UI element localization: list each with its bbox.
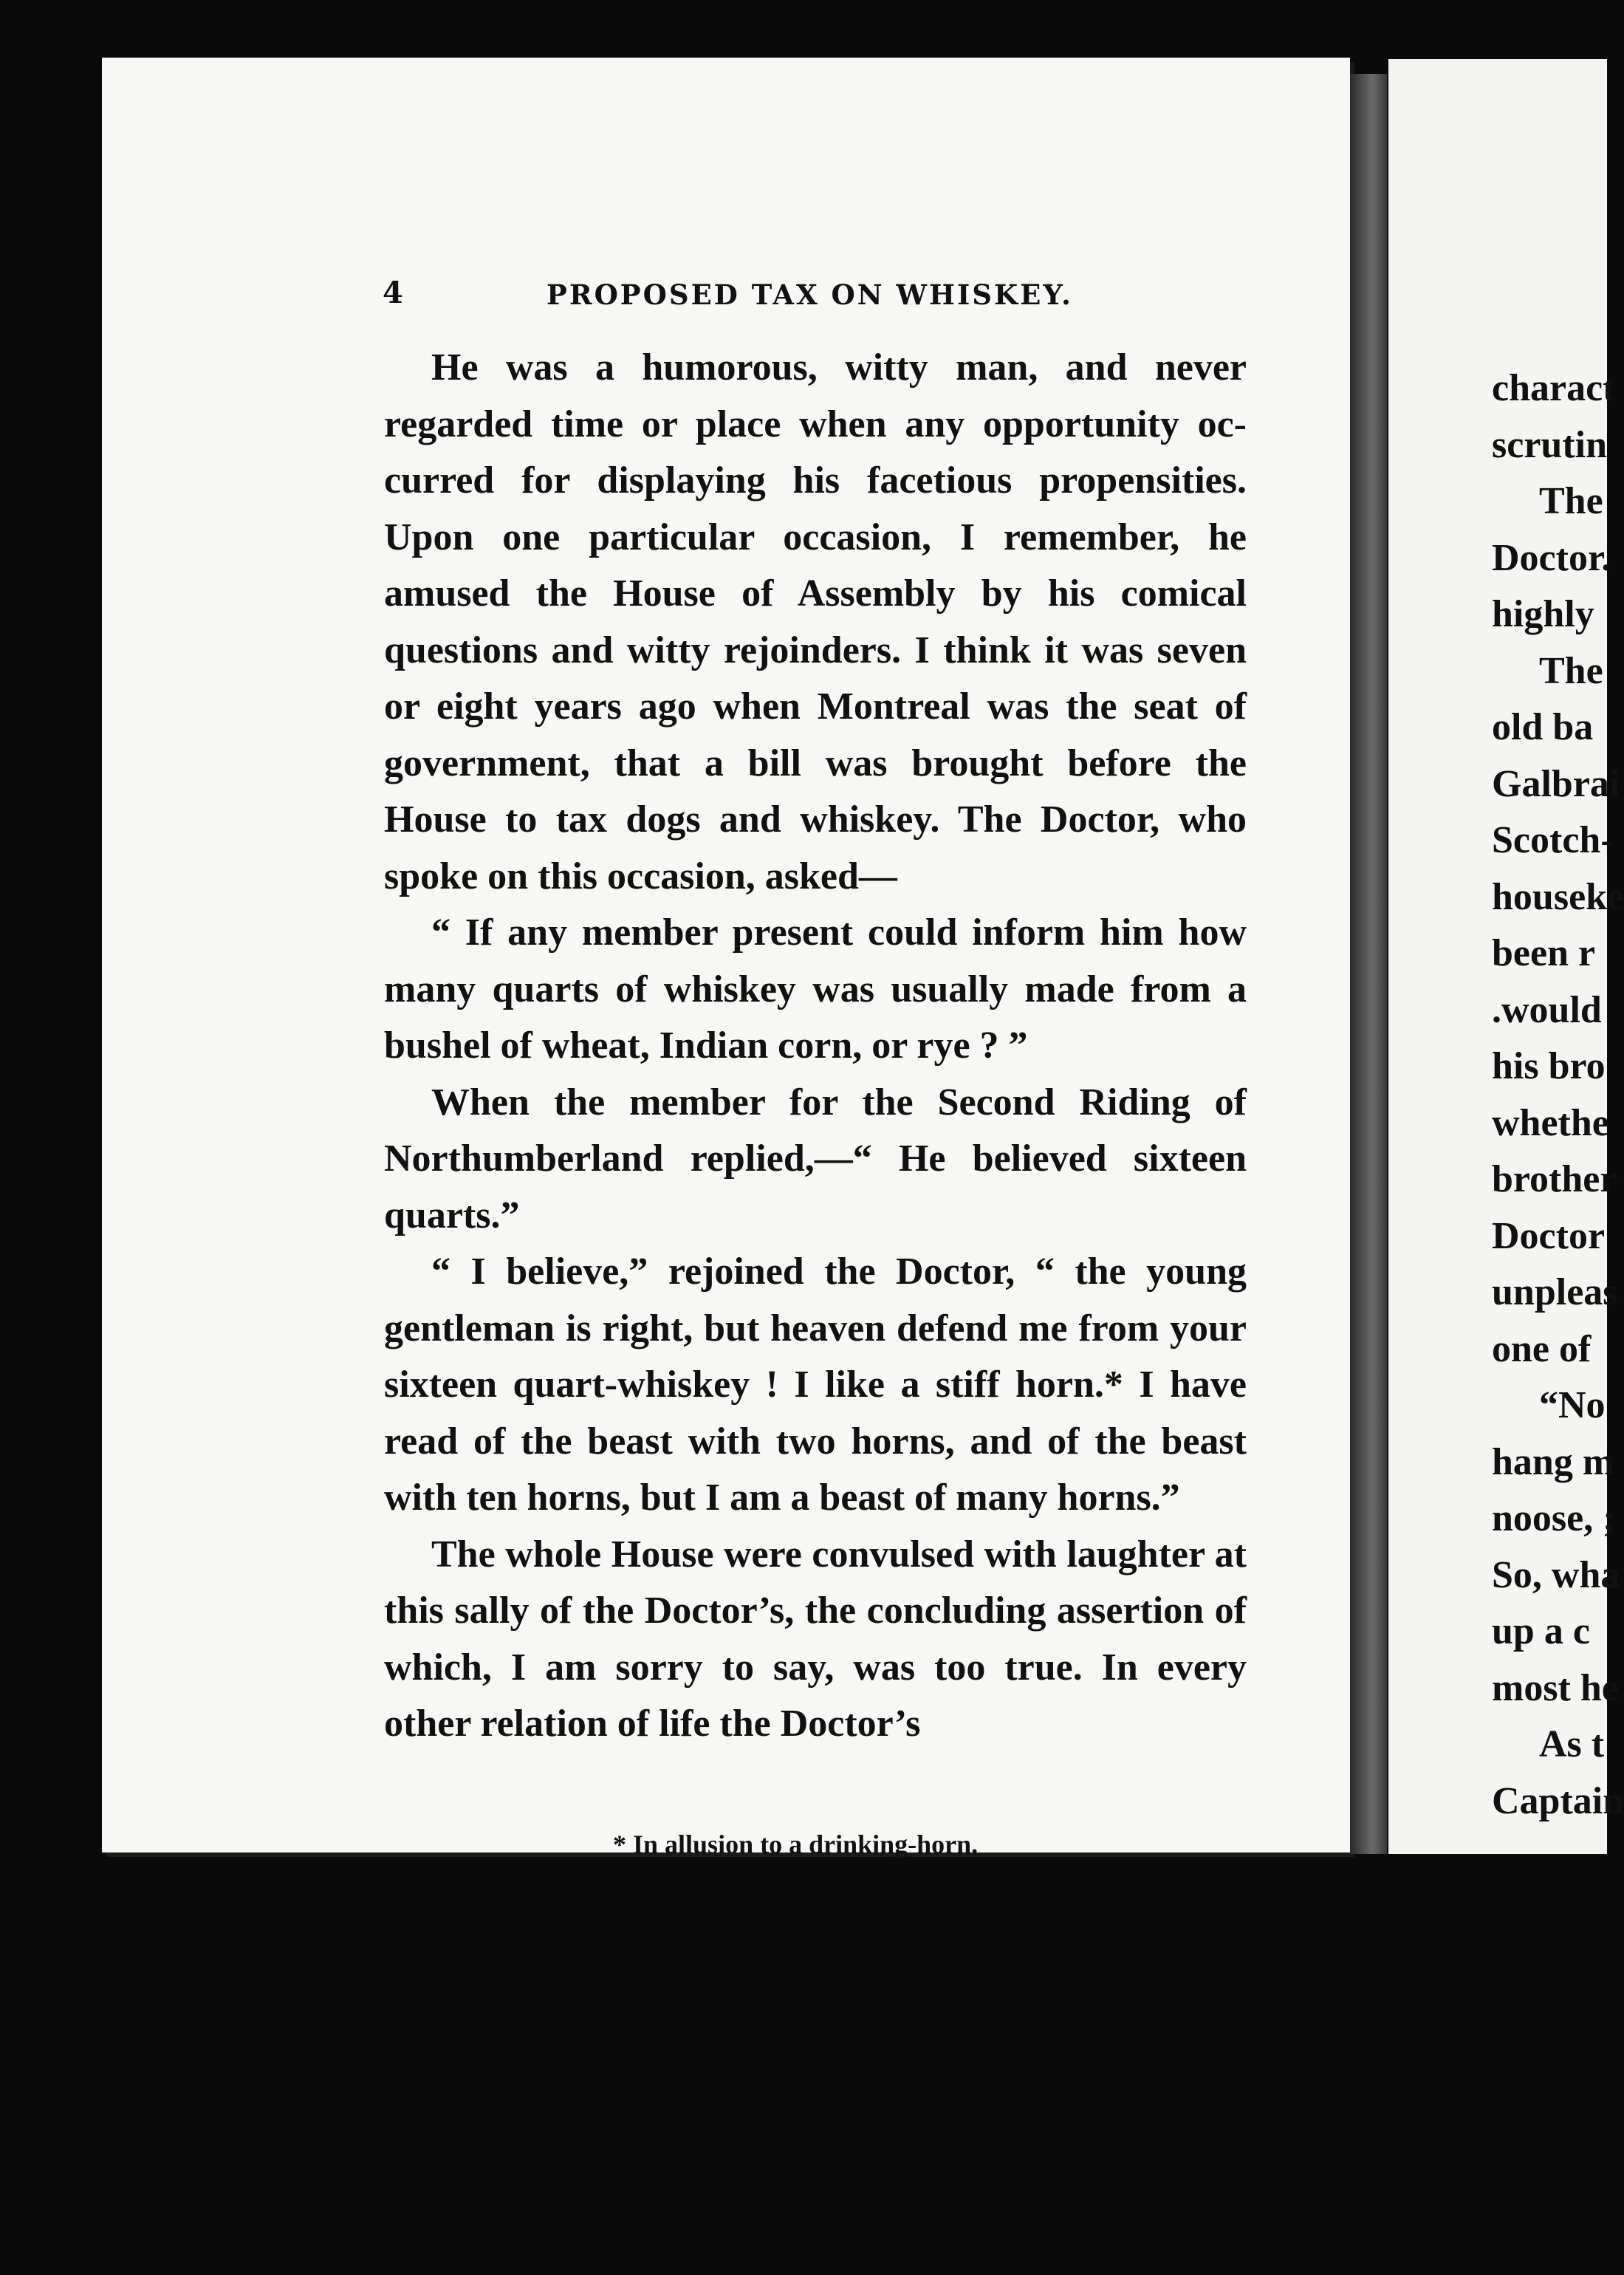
facing-line: houseke: [1492, 875, 1624, 918]
paragraph-3: When the member for the Second Riding of Northumberland replied,—“ He believed sixteen quarts.”: [384, 1081, 1247, 1236]
facing-line: The: [1539, 649, 1603, 692]
page-number: 4: [383, 276, 403, 310]
facing-line: old ba: [1492, 706, 1594, 748]
book-gutter: [1350, 74, 1387, 1854]
paragraph-1: He was a humorous, witty man, and never regarded time or place when any opportunity oc-curred for displaying his facetious propensities. Upon one particular occasion, I remember, he amused the House of Assembly by his comical questions and witty rejoinders. I think it was seven or eight years ago when Montreal was the seat of government, that a bill was brought before the House to tax dogs and whiskey. The Doctor, who spoke on this occasion, asked—: [384, 346, 1247, 897]
running-title: PROPOSED TAX ON WHISKEY.: [547, 278, 1073, 311]
facing-line: most he: [1492, 1666, 1619, 1709]
paragraph-4: “ I believe,” rejoined the Doctor, “ the young gentleman is right, but heaven defend me from your sixteen quart-whiskey ! I like a stiff horn.* I have read of the beast with two horns, and of the beast with ten horns, but I am a beast of many horns.”: [384, 1251, 1247, 1519]
facing-line: one of: [1492, 1327, 1592, 1370]
facing-line: The: [1539, 480, 1603, 522]
paragraph-5: The whole House were convulsed with laughter at this sally of the Doctor’s, the concluding assertion of which, I am sorry to say, was too true. In every other relation of life the Doctor’s: [384, 1533, 1247, 1745]
facing-line: unpleas: [1492, 1271, 1618, 1313]
body-text: [384, 340, 1247, 1753]
facing-line: noose, ;: [1492, 1497, 1616, 1539]
facing-line: .would: [1492, 988, 1602, 1031]
facing-line: Doctor: [1492, 1214, 1606, 1257]
footnote: * In allusion to a drinking-horn.: [613, 1830, 979, 1859]
facing-line: Scotch-: [1492, 819, 1614, 861]
facing-line: “No: [1539, 1384, 1606, 1426]
facing-line: whethe: [1492, 1101, 1609, 1144]
facing-line: So, wha: [1492, 1553, 1620, 1596]
facing-line: up a c: [1492, 1610, 1590, 1652]
facing-line: hang m: [1492, 1440, 1615, 1483]
facing-line: been r: [1492, 932, 1596, 974]
facing-line: Galbrai: [1492, 762, 1620, 805]
facing-line: brother: [1492, 1158, 1617, 1200]
facing-line: highly: [1492, 593, 1594, 635]
paragraph-2: “ If any member present could inform him how many quarts of whiskey was usually made from a bushel of wheat, Indian corn, or rye ? ”: [384, 911, 1247, 1067]
facing-line: Captain: [1492, 1779, 1624, 1822]
facing-line: As t: [1539, 1723, 1605, 1765]
facing-line: Doctor.: [1492, 536, 1611, 579]
facing-line: scrutin: [1492, 423, 1607, 466]
facing-line: his bro: [1492, 1045, 1606, 1087]
facing-page-text: [1492, 360, 1624, 1830]
facing-line: charact: [1492, 367, 1616, 409]
